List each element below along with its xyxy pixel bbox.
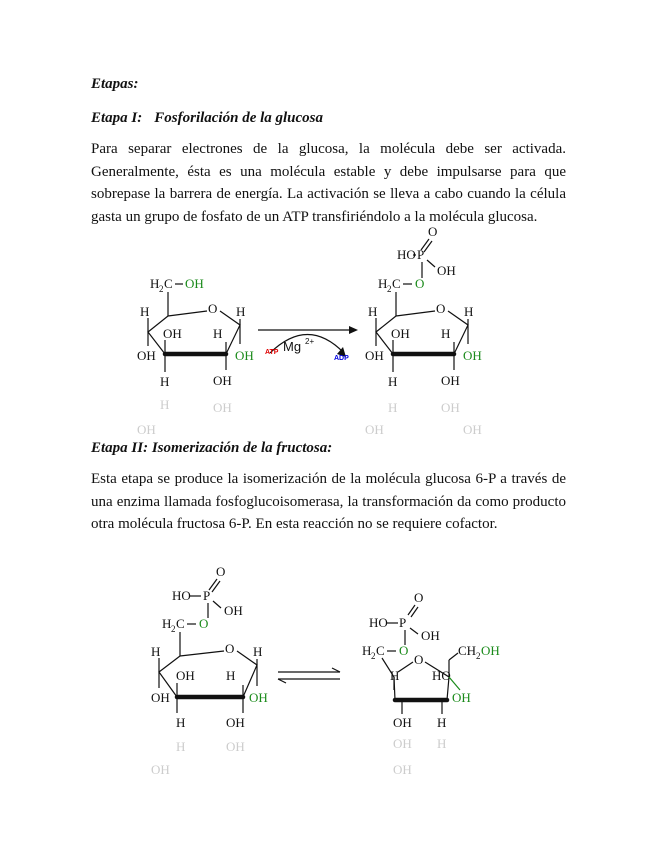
- c3-oh: OH: [176, 668, 195, 683]
- h2c-c: C: [176, 616, 185, 631]
- adp-label: ADP: [334, 355, 349, 362]
- phosphate-p: P: [203, 588, 211, 603]
- stage2-heading: Etapa II: Isomerización de la fructosa:: [91, 440, 333, 456]
- reflection-oh: OH: [151, 762, 170, 777]
- c4-ho: HO: [432, 668, 451, 683]
- magnesium-ion: Mg: [283, 339, 302, 354]
- reflection-oh: OH: [393, 736, 412, 751]
- c4-h: H: [368, 304, 378, 319]
- phosphate-ho: HO: [172, 588, 191, 603]
- phosphate-o: O: [428, 224, 438, 239]
- c2-oh: OH: [226, 715, 245, 730]
- reflection-oh: OH: [213, 400, 232, 415]
- h2c-subscript: 2: [371, 651, 376, 661]
- phosphate-p: P: [399, 615, 407, 630]
- h2c-subscript: 2: [159, 284, 164, 294]
- c4-oh: OH: [151, 690, 170, 705]
- c1-h: H: [253, 644, 263, 659]
- isomerization-diagram: [140, 560, 540, 785]
- c1-h: H: [464, 304, 474, 319]
- phosphate-ho: HO: [369, 615, 388, 630]
- c3-oh: OH: [391, 326, 410, 341]
- c2-oh: OH: [213, 373, 232, 388]
- glucose-6-phosphate-molecule: [151, 564, 268, 730]
- reflection-h: H: [388, 400, 398, 415]
- fructose-6-phosphate-molecule: [362, 590, 500, 730]
- equilibrium-arrows: [278, 668, 340, 683]
- h2c-h: H: [378, 276, 388, 291]
- reflection-h: H: [437, 736, 447, 751]
- reflection-oh: OH: [226, 739, 245, 754]
- c2-oh: OH: [452, 690, 471, 705]
- ester-o: O: [399, 643, 409, 658]
- phosphate-oh: OH: [421, 628, 440, 643]
- stage1-name: Fosforilación de la glucosa: [154, 110, 324, 126]
- c4-oh: OH: [365, 348, 384, 363]
- ester-o: O: [199, 616, 209, 631]
- phosphorylation-diagram: [120, 220, 540, 442]
- ring-o: O: [208, 301, 218, 316]
- stage1-paragraph: Para separar electrones de la glucosa, la molécula debe ser activada. Generalmente, ésta es una molécula estable y debe impulsarse para que sobrepase la barrera de energía. La activación se lleva a cabo cuando la célula gasta un grupo de fosfato de un ATP transfiriéndolo a la molécula glucosa.: [91, 141, 566, 225]
- ch2oh-ch: CH: [458, 643, 477, 658]
- glucose-molecule: [137, 276, 254, 389]
- h2c-c: C: [164, 276, 173, 291]
- ring-o: O: [414, 652, 424, 667]
- stage2-paragraph: Esta etapa se produce la isomerización de la molécula glucosa 6-P a través de una enzima llamada fosfoglucoisomerasa, la transformación da como producto otra molécula fructosa 6-P. En esta reacción no se requiere cofactor.: [91, 471, 566, 532]
- h2c-h: H: [362, 643, 372, 658]
- c2-h: H: [226, 668, 236, 683]
- h2c-h: H: [162, 616, 172, 631]
- c3-h: H: [388, 374, 398, 389]
- c1-oh: OH: [463, 348, 482, 363]
- reflection: [151, 736, 446, 777]
- c3-h: H: [437, 715, 447, 730]
- c4-h: H: [140, 304, 150, 319]
- c5-h: H: [390, 668, 400, 683]
- h2c-c: C: [392, 276, 401, 291]
- stage1-heading: [91, 110, 323, 127]
- c2-h: H: [213, 326, 223, 341]
- h2c-subscript: 2: [171, 624, 176, 634]
- reflection: [137, 397, 482, 437]
- ring-o: O: [436, 301, 446, 316]
- reflection-oh: OH: [393, 762, 412, 777]
- phosphate-oh: OH: [224, 603, 243, 618]
- ester-o: O: [415, 276, 425, 291]
- ring-o: O: [225, 641, 235, 656]
- magnesium-charge: 2+: [305, 337, 315, 346]
- c3-h: H: [176, 715, 186, 730]
- reflection-oh: OH: [365, 422, 384, 437]
- c3-h: H: [160, 374, 170, 389]
- ch2oh-oh: OH: [481, 643, 500, 658]
- c2-h: H: [441, 326, 451, 341]
- c4-h: H: [151, 644, 161, 659]
- reflection-oh: OH: [137, 422, 156, 437]
- phosphate-oh: OH: [437, 263, 456, 278]
- reflection-oh: OH: [463, 422, 482, 437]
- c1-oh: OH: [249, 690, 268, 705]
- c4-oh: OH: [137, 348, 156, 363]
- h2c-h: H: [150, 276, 160, 291]
- phosphate-p: P: [417, 247, 425, 262]
- ch2oh-subscript: 2: [476, 651, 481, 661]
- phosphate-o: O: [216, 564, 226, 579]
- c1-oh: OH: [235, 348, 254, 363]
- c1-h: H: [236, 304, 246, 319]
- reflection-h: H: [160, 397, 170, 412]
- c3-oh: OH: [163, 326, 182, 341]
- reflection-h: H: [176, 739, 186, 754]
- atp-label: ATP: [265, 349, 279, 356]
- h2c-c: C: [376, 643, 385, 658]
- phosphate-ho: HO: [397, 247, 416, 262]
- phosphate-o: O: [414, 590, 424, 605]
- c3-oh: OH: [393, 715, 412, 730]
- ch2-oh: OH: [185, 276, 204, 291]
- reflection-oh: OH: [441, 400, 460, 415]
- c2-oh: OH: [441, 373, 460, 388]
- reaction-arrow: [258, 326, 358, 362]
- glucose-6-phosphate-molecule: [365, 224, 482, 389]
- stages-title: Etapas:: [91, 76, 139, 92]
- h2c-subscript: 2: [387, 284, 392, 294]
- stage1-label: Etapa I:: [91, 110, 143, 126]
